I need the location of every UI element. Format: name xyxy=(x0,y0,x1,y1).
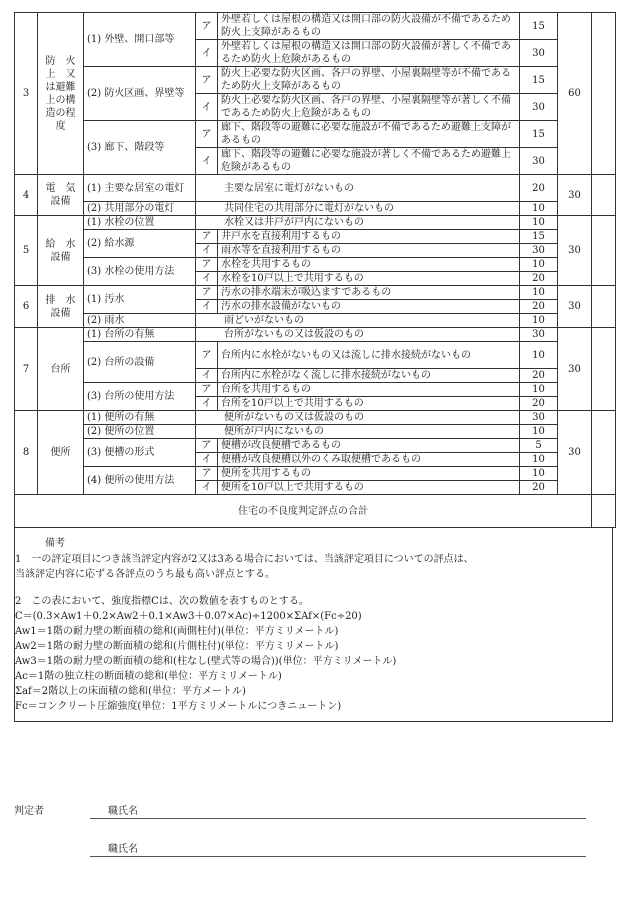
option-mark: イ xyxy=(196,40,218,67)
table-row xyxy=(15,258,616,272)
max-score: 60 xyxy=(558,13,592,175)
option-mark: イ xyxy=(196,272,218,286)
criterion-text: 廊下、階段等の避難に必要な施設が著しく不備であるため避難上危険があるもの xyxy=(218,148,520,175)
option-mark: ア xyxy=(196,342,218,369)
category-line: 度 xyxy=(55,120,66,132)
criterion-text: 雨水等を直接利用するもの xyxy=(218,244,520,258)
option-mark: イ xyxy=(196,300,218,314)
category-line: 排 水 xyxy=(45,294,76,306)
score: 20 xyxy=(520,481,558,495)
option-mark: イ xyxy=(196,148,218,175)
option-mark: ア xyxy=(196,121,218,148)
evaluation-cell xyxy=(592,286,616,328)
evaluation-cell xyxy=(592,328,616,411)
table-row xyxy=(15,467,616,481)
table-row xyxy=(15,425,616,439)
item-label: (1) 主要な居室の電灯 xyxy=(84,175,196,202)
score: 5 xyxy=(520,439,558,453)
category-line: 造の程 xyxy=(45,107,76,119)
table-row xyxy=(15,216,616,230)
option-mark: ア xyxy=(196,258,218,272)
option-mark: ア xyxy=(196,383,218,397)
criterion-text: 外壁若しくは屋根の構造又は開口部の防火設備が不備であるため防火上支障があるもの xyxy=(218,13,520,40)
signature-section xyxy=(14,800,615,870)
category-line: 上の構 xyxy=(45,94,76,106)
score: 10 xyxy=(520,383,558,397)
item-label: (1) 便所の有無 xyxy=(84,411,196,425)
category-label xyxy=(38,175,84,216)
option-mark: ア xyxy=(196,230,218,244)
category-label xyxy=(38,286,84,328)
table-row xyxy=(15,342,616,369)
note-1: 1 一の評定項目につき該当評定内容が2又は3ある場合においては、当該評定項目についての評点は、 xyxy=(15,554,474,565)
category-label xyxy=(38,216,84,286)
max-score: 30 xyxy=(558,216,592,286)
evaluation-cell xyxy=(592,411,616,495)
criterion-text: 便所がないもの又は仮設のもの xyxy=(196,411,520,425)
table-row xyxy=(15,121,616,148)
table-row xyxy=(15,314,616,328)
section-number: 8 xyxy=(15,411,38,495)
score: 10 xyxy=(520,467,558,481)
item-label: (4) 便所の使用方法 xyxy=(84,467,196,495)
formula-line: Aw2＝1階の耐力壁の断面積の総和(片側柱付)(単位：平方ミリメートル) xyxy=(15,641,339,652)
option-mark: ア xyxy=(196,439,218,453)
option-mark: イ xyxy=(196,369,218,383)
criterion-text: 防火上必要な防火区画、各戸の界壁、小屋裏隔壁等が著しく不備であるため防火上危険があるもの xyxy=(218,94,520,121)
category-line: 電 気 xyxy=(45,183,76,194)
option-mark: イ xyxy=(196,397,218,411)
table-row xyxy=(15,286,616,300)
score: 15 xyxy=(520,13,558,40)
option-mark: ア xyxy=(196,286,218,300)
score: 30 xyxy=(520,94,558,121)
option-mark: ア xyxy=(196,467,218,481)
item-label: (1) 外壁、開口部等 xyxy=(84,13,196,67)
formula-line: Aw3＝1階の耐力壁の断面積の総和(柱なし(壁式等の場合))(単位：平方ミリメートル) xyxy=(15,656,397,667)
criterion-text: 水栓を10戸以上で共用するもの xyxy=(218,272,520,286)
criterion-text: 便所を共用するもの xyxy=(218,467,520,481)
criterion-text: 水栓又は井戸が戸内にないもの xyxy=(196,216,520,230)
evaluation-table xyxy=(14,12,616,528)
item-label: (2) 台所の設備 xyxy=(84,342,196,383)
score: 10 xyxy=(520,202,558,216)
score: 10 xyxy=(520,314,558,328)
category-line: 設備 xyxy=(50,196,71,207)
criterion-text: 便槽が改良便槽以外のくみ取便槽であるもの xyxy=(218,453,520,467)
score: 15 xyxy=(520,121,558,148)
category-label xyxy=(38,13,84,175)
judge-label: 判定者 xyxy=(14,806,44,817)
notes-section xyxy=(14,528,613,722)
evaluation-cell xyxy=(592,13,616,175)
formula-line: Aw1＝1階の耐力壁の断面積の総和(両側柱付)(単位：平方ミリメートル) xyxy=(15,626,339,637)
criterion-text: 汚水の排水端末が吸込ますであるもの xyxy=(218,286,520,300)
item-label: (2) 雨水 xyxy=(84,314,196,328)
name-title-label-2: 職氏名 xyxy=(108,844,138,855)
criterion-text: 便所を10戸以上で共用するもの xyxy=(218,481,520,495)
criterion-text: 雨どいがないもの xyxy=(196,314,520,328)
option-mark: ア xyxy=(196,67,218,94)
score: 15 xyxy=(520,67,558,94)
table-row xyxy=(15,175,616,202)
note-2: 2 この表において、強度指標Cは、次の数値を表すものとする。 xyxy=(15,596,309,607)
table-row xyxy=(15,328,616,342)
notes-title: 備考 xyxy=(45,538,65,549)
formula-line: Fc＝コンクリート圧縮強度(単位：1平方ミリメートルにつきニュートン) xyxy=(15,701,342,712)
score: 30 xyxy=(520,148,558,175)
note-1-continued: 当該評定内容に応ずる各評点のうち最も高い評点とする。 xyxy=(15,569,275,580)
score: 10 xyxy=(520,258,558,272)
score: 30 xyxy=(520,411,558,425)
item-label: (2) 防火区画、界壁等 xyxy=(84,67,196,121)
formula-line: C＝(0.3×Aw1＋0.2×Aw2＋0.1×Aw3＋0.07×Ac)÷1200×ΣAf×(Fc÷20) xyxy=(15,611,362,622)
option-mark: イ xyxy=(196,244,218,258)
table-row xyxy=(15,439,616,453)
category-line: 設備 xyxy=(50,307,71,319)
category-line: 便所 xyxy=(50,447,71,458)
total-row xyxy=(15,495,616,528)
evaluation-cell xyxy=(592,175,616,216)
option-mark: ア xyxy=(196,13,218,40)
total-label: 住宅の不良度判定評点の合計 xyxy=(15,495,592,528)
section-number: 6 xyxy=(15,286,38,328)
name-title-label-1: 職氏名 xyxy=(108,806,138,817)
option-mark: イ xyxy=(196,453,218,467)
evaluation-cell xyxy=(592,216,616,286)
table-row xyxy=(15,13,616,40)
criterion-text: 台所を10戸以上で共用するもの xyxy=(218,397,520,411)
score: 10 xyxy=(520,286,558,300)
item-label: (3) 便槽の形式 xyxy=(84,439,196,467)
section-number: 5 xyxy=(15,216,38,286)
option-mark: イ xyxy=(196,94,218,121)
item-label: (2) 便所の位置 xyxy=(84,425,196,439)
max-score: 30 xyxy=(558,286,592,328)
category-line: は避難 xyxy=(45,81,76,93)
category-line: 設備 xyxy=(50,251,71,263)
criterion-text: 外壁若しくは屋根の構造又は開口部の防火設備が著しく不備であるため防火上危険があるもの xyxy=(218,40,520,67)
score: 30 xyxy=(520,328,558,342)
score: 20 xyxy=(520,369,558,383)
table-row xyxy=(15,202,616,216)
criterion-text: 共同住宅の共用部分に電灯がないもの xyxy=(196,202,520,216)
score: 10 xyxy=(520,216,558,230)
max-score: 30 xyxy=(558,175,592,216)
category-label xyxy=(38,328,84,411)
category-line: 台所 xyxy=(50,363,71,375)
item-label: (3) 台所の使用方法 xyxy=(84,383,196,411)
signature-line-1[interactable] xyxy=(90,818,586,819)
category-label xyxy=(38,411,84,495)
criterion-text: 便槽が改良便槽であるもの xyxy=(218,439,520,453)
criterion-text: 防火上必要な防火区画、各戸の界壁、小屋裏隔壁等が不備であるため防火上支障があるもの xyxy=(218,67,520,94)
criterion-text: 廊下、階段等の避難に必要な施設が不備であるため避難上支障があるもの xyxy=(218,121,520,148)
item-label: (3) 水栓の使用方法 xyxy=(84,258,196,286)
table-row xyxy=(15,383,616,397)
formula-line: Σaf＝2階以上の床面積の総和(単位：平方メートル) xyxy=(15,686,246,697)
max-score: 30 xyxy=(558,328,592,411)
score: 15 xyxy=(520,230,558,244)
score: 20 xyxy=(520,397,558,411)
criterion-text: 主要な居室に電灯がないもの xyxy=(196,175,520,202)
table-row xyxy=(15,67,616,94)
score: 10 xyxy=(520,425,558,439)
section-number: 3 xyxy=(15,13,38,175)
criterion-text: 汚水の排水設備がないもの xyxy=(218,300,520,314)
section-number: 7 xyxy=(15,328,38,411)
category-line: 上 又 xyxy=(45,68,76,80)
score: 30 xyxy=(520,40,558,67)
item-label: (3) 廊下、階段等 xyxy=(84,121,196,175)
table-row xyxy=(15,230,616,244)
score: 20 xyxy=(520,272,558,286)
score: 20 xyxy=(520,175,558,202)
item-label: (1) 台所の有無 xyxy=(84,328,196,342)
table-row xyxy=(15,411,616,425)
signature-line-2[interactable] xyxy=(90,856,586,857)
category-line: 給 水 xyxy=(45,238,76,250)
total-value-cell xyxy=(592,495,616,528)
category-line: 防 火 xyxy=(45,55,76,67)
criterion-text: 台所を共用するもの xyxy=(218,383,520,397)
criterion-text: 台所内に水栓がないもの又は流しに排水接続がないもの xyxy=(218,342,520,369)
evaluation-form xyxy=(14,12,615,722)
criterion-text: 台所内に水栓がなく流しに排水接続がないもの xyxy=(218,369,520,383)
section-number: 4 xyxy=(15,175,38,216)
criterion-text: 台所がないもの又は仮設のもの xyxy=(196,328,520,342)
option-mark: イ xyxy=(196,481,218,495)
item-label: (1) 水栓の位置 xyxy=(84,216,196,230)
criterion-text: 井戸水を直接利用するもの xyxy=(218,230,520,244)
score: 10 xyxy=(520,342,558,369)
item-label: (2) 共用部分の電灯 xyxy=(84,202,196,216)
max-score: 30 xyxy=(558,411,592,495)
formula-line: Ac＝1階の独立柱の断面積の総和(単位：平方ミリメートル) xyxy=(15,671,282,682)
item-label: (1) 汚水 xyxy=(84,286,196,314)
score: 20 xyxy=(520,300,558,314)
criterion-text: 便所が戸内にないもの xyxy=(196,425,520,439)
item-label: (2) 給水源 xyxy=(84,230,196,258)
score: 30 xyxy=(520,244,558,258)
criterion-text: 水栓を共用するもの xyxy=(218,258,520,272)
score: 10 xyxy=(520,453,558,467)
